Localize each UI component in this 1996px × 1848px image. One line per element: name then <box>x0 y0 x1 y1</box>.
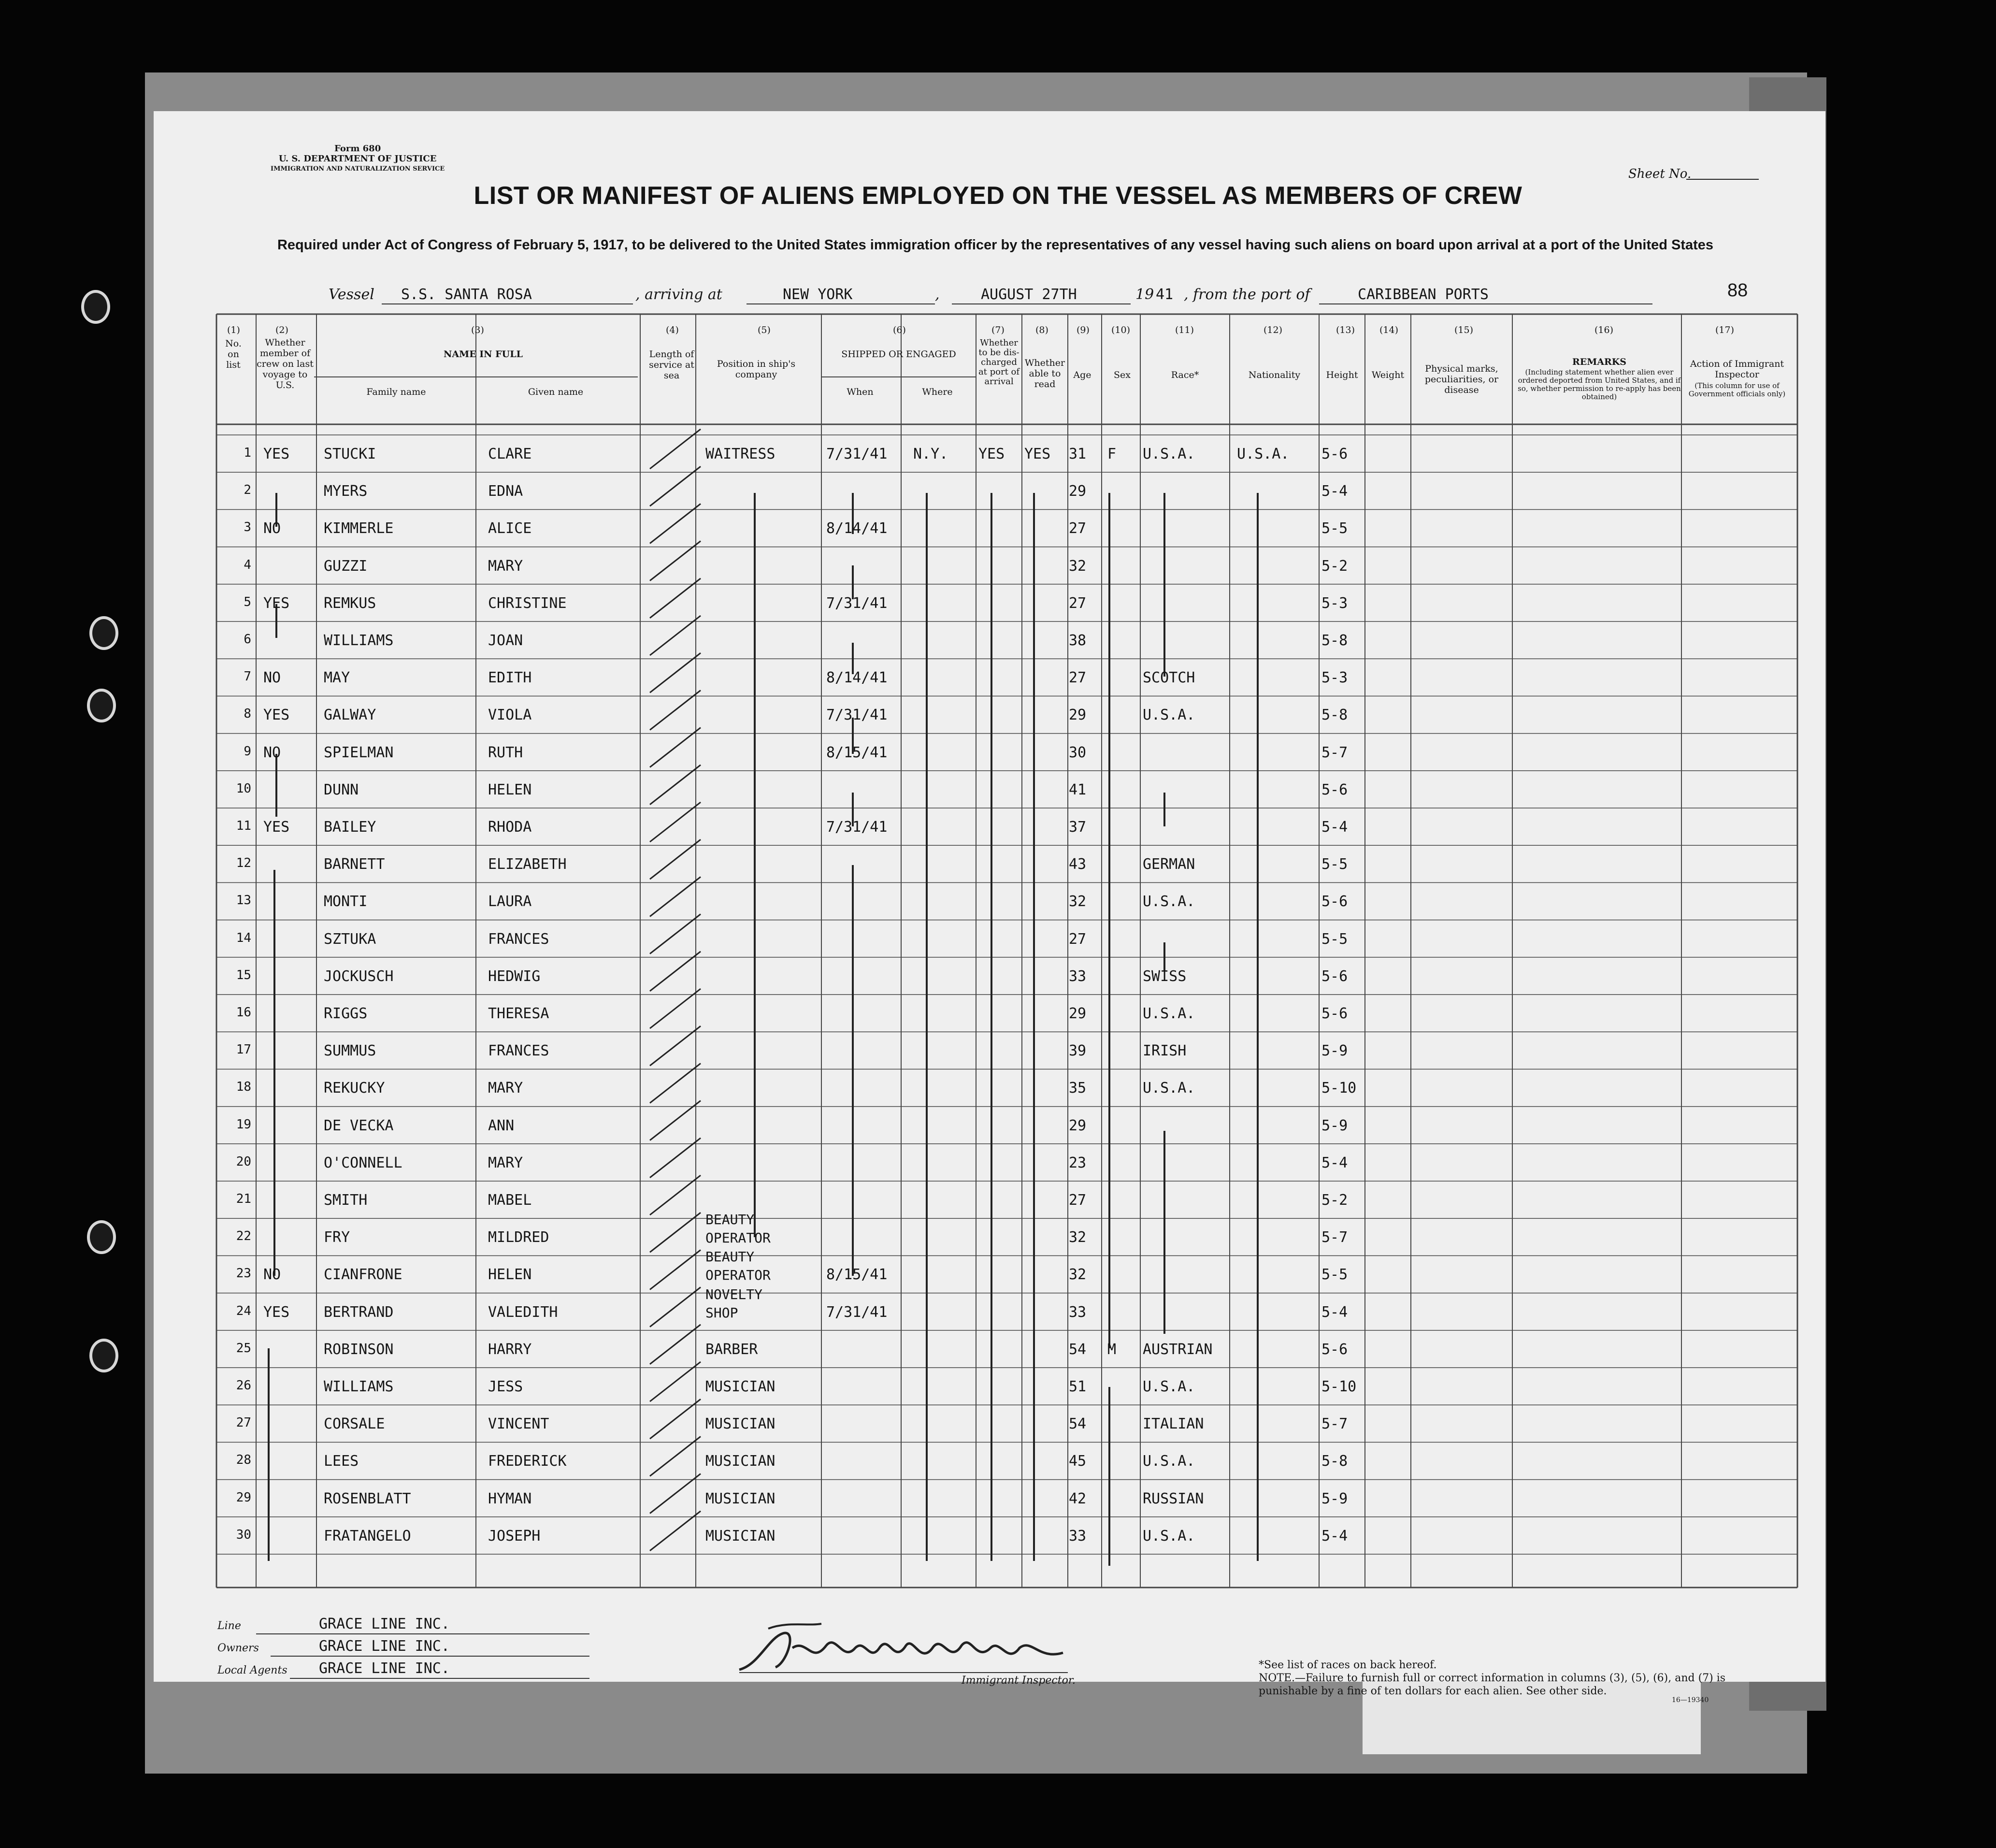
signature-line <box>739 1672 1068 1673</box>
footnote <box>1259 1659 1752 1698</box>
page-title: LIST OR MANIFEST OF ALIENS EMPLOYED ON THE VESSEL AS MEMBERS OF CREW <box>474 182 1522 210</box>
cell-height: 5-5 <box>1321 1266 1348 1284</box>
header-sex: Sex <box>1114 370 1131 380</box>
cell-family: O'CONNELL <box>324 1154 402 1171</box>
arrival-port: NEW YORK <box>783 286 853 303</box>
year-prefix: 19 <box>1135 286 1154 303</box>
cell-given: RHODA <box>488 819 532 836</box>
cell-position: BEAUTY OPERATOR <box>705 1249 771 1284</box>
cell-race: RUSSIAN <box>1143 1490 1204 1507</box>
cell-age: 33 <box>1069 967 1087 985</box>
header-able-to-read: Whether able to read <box>1024 358 1065 390</box>
column-number-14: (14) <box>1379 325 1399 335</box>
handwritten-sheet-number: 88 <box>1727 280 1748 301</box>
arrival-date: AUGUST 27TH <box>981 286 1077 303</box>
column-number-5: (5) <box>758 325 771 335</box>
column-number-1: (1) <box>227 325 240 335</box>
cell-height: 5-10 <box>1321 1378 1357 1395</box>
cell-sex: F <box>1107 446 1117 462</box>
cell-position: MUSICIAN <box>705 1527 775 1545</box>
header-age: Age <box>1073 370 1091 380</box>
cell-height: 5-6 <box>1321 1341 1348 1358</box>
cell-family: BERTRAND <box>324 1303 394 1321</box>
cell-height: 5-4 <box>1321 819 1348 836</box>
header-height: Height <box>1326 370 1358 380</box>
cell-given: MARY <box>488 1154 523 1171</box>
cell-last-voyage: YES <box>263 594 290 612</box>
cell-given: VINCENT <box>488 1415 549 1433</box>
cell-race: ITALIAN <box>1143 1415 1204 1433</box>
cell-age: 39 <box>1069 1042 1087 1060</box>
cell-height: 5-2 <box>1321 1192 1348 1209</box>
header-inspector-action: Action of Immigrant Inspector <box>1690 359 1784 380</box>
cell-family: SPIELMAN <box>324 744 394 761</box>
cell-height: 5-8 <box>1321 707 1348 724</box>
header-remarks: REMARKS <box>1572 357 1627 367</box>
cell-age: 27 <box>1069 594 1087 612</box>
cell-when: 7/31/41 <box>826 594 888 612</box>
cell-height: 5-6 <box>1321 893 1348 910</box>
agents-underline <box>290 1678 589 1679</box>
cell-family: CORSALE <box>324 1415 385 1433</box>
cell-no: 16 <box>236 1005 251 1020</box>
line-value: GRACE LINE INC. <box>319 1616 450 1632</box>
cell-age: 54 <box>1069 1415 1087 1433</box>
cell-no: 20 <box>236 1154 251 1169</box>
column-number-8: (8) <box>1035 325 1048 335</box>
cell-position: MUSICIAN <box>705 1490 775 1507</box>
cell-given: MABEL <box>488 1192 532 1209</box>
cell-given: MARY <box>488 557 523 575</box>
cell-no: 22 <box>236 1229 251 1244</box>
cell-height: 5-2 <box>1321 557 1348 575</box>
cell-race: U.S.A. <box>1143 707 1195 724</box>
cell-race: U.S.A. <box>1143 1453 1195 1470</box>
column-number-12: (12) <box>1264 325 1283 335</box>
header-physical-marks: Physical marks, peculiarities, or disease <box>1424 363 1499 395</box>
cell-race: U.S.A. <box>1143 446 1195 462</box>
cell-no: 25 <box>236 1341 251 1356</box>
header-race: Race* <box>1171 370 1199 380</box>
cell-height: 5-3 <box>1321 669 1348 687</box>
header-name-in-full: NAME IN FULL <box>444 349 523 360</box>
cell-family: WILLIAMS <box>324 632 394 649</box>
header-where: Where <box>922 387 953 397</box>
cell-family: FRATANGELO <box>324 1527 411 1545</box>
cell-height: 5-7 <box>1321 1229 1348 1246</box>
cell-age: 51 <box>1069 1378 1087 1395</box>
cell-given: FRANCES <box>488 930 549 948</box>
cell-family: LEES <box>324 1453 359 1470</box>
header-position: Position in ship's company <box>717 359 796 380</box>
cell-age: 29 <box>1069 483 1087 500</box>
departure-port: CARIBBEAN PORTS <box>1358 286 1489 303</box>
column-number-2: (2) <box>275 325 288 335</box>
cell-last-voyage: YES <box>263 707 290 724</box>
cell-age: 32 <box>1069 1229 1087 1246</box>
column-number-11: (11) <box>1175 325 1194 335</box>
cell-no: 28 <box>236 1453 251 1468</box>
cell-height: 5-6 <box>1321 446 1348 462</box>
header-no-on-list: No. on list <box>225 338 242 370</box>
cell-position: MUSICIAN <box>705 1415 775 1433</box>
column-number-7: (7) <box>991 325 1005 335</box>
cell-height: 5-8 <box>1321 632 1348 649</box>
line-label: Line <box>217 1620 241 1632</box>
cell-position: MUSICIAN <box>705 1453 775 1470</box>
cell-no: 30 <box>236 1527 251 1542</box>
cell-no: 23 <box>236 1266 251 1281</box>
cell-when: 8/15/41 <box>826 1266 888 1284</box>
column-number-10: (10) <box>1111 325 1131 335</box>
cell-height: 5-4 <box>1321 1527 1348 1545</box>
cell-family: BAILEY <box>324 819 376 836</box>
cell-given: ALICE <box>488 520 532 537</box>
cell-no: 5 <box>244 594 251 609</box>
agents-label: Local Agents <box>217 1664 287 1676</box>
cell-no: 11 <box>236 819 251 833</box>
cell-age: 30 <box>1069 744 1087 761</box>
cell-last-voyage: YES <box>263 1303 290 1321</box>
header-last-voyage: Whether member of crew on last voyage to U.S. <box>257 337 314 390</box>
header-nationality: Nationality <box>1248 370 1301 380</box>
cell-family: RIGGS <box>324 1005 368 1022</box>
cell-nationality: U.S.A. <box>1237 446 1290 462</box>
cell-race: SCOTCH <box>1143 669 1195 687</box>
cell-read: YES <box>1024 446 1051 462</box>
cell-age: 29 <box>1069 1117 1087 1134</box>
cell-age: 27 <box>1069 669 1087 687</box>
print-code: 16—19340 <box>1672 1696 1709 1704</box>
cell-given: JOSEPH <box>488 1527 541 1545</box>
cell-height: 5-9 <box>1321 1117 1348 1134</box>
column-number-4: (4) <box>666 325 679 335</box>
cell-last-voyage: NO <box>263 1266 281 1284</box>
header-when: When <box>847 387 874 397</box>
cell-given: JOAN <box>488 632 523 649</box>
races-note: *See list of races on back hereof. <box>1259 1659 1437 1671</box>
cell-age: 41 <box>1069 781 1087 798</box>
cell-last-voyage: YES <box>263 446 290 462</box>
cell-age: 27 <box>1069 930 1087 948</box>
line-underline <box>256 1633 589 1634</box>
cell-family: MONTI <box>324 893 368 910</box>
cell-given: FREDERICK <box>488 1453 567 1470</box>
header-shipped-or-engaged: SHIPPED OR ENGAGED <box>841 349 956 360</box>
cell-family: ROBINSON <box>324 1341 394 1358</box>
cell-no: 6 <box>244 632 251 647</box>
cell-height: 5-5 <box>1321 856 1348 873</box>
cell-age: 32 <box>1069 1266 1087 1284</box>
from-port-label: , from the port of <box>1184 286 1310 303</box>
cell-age: 54 <box>1069 1341 1087 1358</box>
cell-no: 19 <box>236 1117 251 1132</box>
cell-given: CHRISTINE <box>488 594 567 612</box>
cell-no: 1 <box>244 446 251 460</box>
cell-given: VIOLA <box>488 707 532 724</box>
cell-age: 27 <box>1069 1192 1087 1209</box>
cell-when: 8/14/41 <box>826 669 888 687</box>
column-number-3: (3) <box>471 325 484 335</box>
cell-race: U.S.A. <box>1143 1378 1195 1395</box>
cell-given: RUTH <box>488 744 523 761</box>
owners-underline <box>271 1656 589 1657</box>
cell-family: BARNETT <box>324 856 385 873</box>
cell-no: 7 <box>244 669 251 684</box>
cell-sex: M <box>1107 1341 1117 1358</box>
cell-age: 35 <box>1069 1080 1087 1097</box>
cell-when: 8/14/41 <box>826 520 888 537</box>
date-separator: , <box>935 286 940 303</box>
cell-family: REKUCKY <box>324 1080 385 1097</box>
cell-age: 42 <box>1069 1490 1087 1507</box>
cell-given: HYMAN <box>488 1490 532 1507</box>
cell-age: 32 <box>1069 893 1087 910</box>
cell-no: 4 <box>244 557 251 572</box>
year-suffix: 41 <box>1156 286 1174 303</box>
cell-age: 32 <box>1069 557 1087 575</box>
cell-no: 27 <box>236 1415 251 1430</box>
cell-height: 5-7 <box>1321 1415 1348 1433</box>
cell-when: 7/31/41 <box>826 446 888 462</box>
cell-height: 5-5 <box>1321 930 1348 948</box>
cell-given: JESS <box>488 1378 523 1395</box>
cell-given: FRANCES <box>488 1042 549 1060</box>
cell-family: CIANFRONE <box>324 1266 402 1284</box>
cell-no: 15 <box>236 967 251 982</box>
cell-height: 5-6 <box>1321 967 1348 985</box>
agents-value: GRACE LINE INC. <box>319 1660 450 1677</box>
cell-family: FRY <box>324 1229 350 1246</box>
cell-height: 5-6 <box>1321 1005 1348 1022</box>
header-given-name: Given name <box>528 387 584 397</box>
cell-family: GUZZI <box>324 557 368 575</box>
cell-age: 23 <box>1069 1154 1087 1171</box>
cell-family: SZTUKA <box>324 930 376 948</box>
cell-no: 13 <box>236 893 251 908</box>
cell-given: ELIZABETH <box>488 856 567 873</box>
cell-given: LAURA <box>488 893 532 910</box>
cell-family: MYERS <box>324 483 368 500</box>
cell-age: 37 <box>1069 819 1087 836</box>
column-number-9: (9) <box>1077 325 1090 335</box>
cell-position: BEAUTY OPERATOR <box>705 1212 771 1246</box>
cell-no: 12 <box>236 856 251 871</box>
cell-given: ANN <box>488 1117 515 1134</box>
cell-race: SWISS <box>1143 967 1187 985</box>
header-weight: Weight <box>1371 370 1405 380</box>
cell-discharged: YES <box>978 446 1005 462</box>
cell-last-voyage: NO <box>263 520 281 537</box>
cell-race: AUSTRIAN <box>1143 1341 1213 1358</box>
penalty-note: NOTE.—Failure to furnish full or correct information in columns (3), (5), (6), and (7) is punishable by a fine of ten dollars for each alien. See other side. <box>1259 1672 1726 1697</box>
cell-given: HELEN <box>488 1266 532 1284</box>
cell-height: 5-9 <box>1321 1042 1348 1060</box>
cell-where: N.Y. <box>913 446 948 462</box>
cell-race: U.S.A. <box>1143 1080 1195 1097</box>
cell-given: THERESA <box>488 1005 549 1022</box>
cell-given: HELEN <box>488 781 532 798</box>
cell-given: VALEDITH <box>488 1303 558 1321</box>
owners-value: GRACE LINE INC. <box>319 1638 450 1655</box>
cell-position: MUSICIAN <box>705 1378 775 1395</box>
cell-last-voyage: NO <box>263 744 281 761</box>
agency-service: IMMIGRATION AND NATURALIZATION SERVICE <box>271 165 445 173</box>
header-to-be-discharged: Whether to be dis-charged at port of arrival <box>978 338 1020 387</box>
cell-height: 5-7 <box>1321 744 1348 761</box>
cell-family: GALWAY <box>324 707 376 724</box>
cell-family: DUNN <box>324 781 359 798</box>
cell-given: HARRY <box>488 1341 532 1358</box>
cell-family: STUCKI <box>324 446 376 462</box>
cell-position: NOVELTY SHOP <box>705 1286 763 1321</box>
cell-age: 33 <box>1069 1527 1087 1545</box>
cell-no: 29 <box>236 1490 251 1505</box>
column-number-15: (15) <box>1454 325 1474 335</box>
cell-race: U.S.A. <box>1143 1005 1195 1022</box>
cell-when: 8/15/41 <box>826 744 888 761</box>
sheet-number-label: Sheet No. <box>1628 167 1692 181</box>
cell-no: 8 <box>244 707 251 722</box>
header-remarks-note: (Including statement whether alien ever ordered deported from United States, and if so, whether permission to re-apply has been obtained) <box>1518 368 1681 401</box>
cell-height: 5-6 <box>1321 781 1348 798</box>
cell-height: 5-5 <box>1321 520 1348 537</box>
cell-last-voyage: NO <box>263 669 281 687</box>
cell-family: WILLIAMS <box>324 1378 394 1395</box>
cell-family: SUMMUS <box>324 1042 376 1060</box>
cell-family: REMKUS <box>324 594 376 612</box>
cell-age: 29 <box>1069 707 1087 724</box>
cell-no: 24 <box>236 1303 251 1318</box>
cell-family: KIMMERLE <box>324 520 394 537</box>
column-number-17: (17) <box>1715 325 1735 335</box>
header-family-name: Family name <box>366 387 426 397</box>
column-number-13: (13) <box>1336 325 1355 335</box>
vessel-label: Vessel <box>329 286 374 303</box>
cell-height: 5-9 <box>1321 1490 1348 1507</box>
vessel-name: S.S. SANTA ROSA <box>401 286 532 303</box>
cell-when: 7/31/41 <box>826 819 888 836</box>
cell-when: 7/31/41 <box>826 707 888 724</box>
cell-height: 5-8 <box>1321 1453 1348 1470</box>
cell-race: IRISH <box>1143 1042 1187 1060</box>
cell-height: 5-4 <box>1321 1154 1348 1171</box>
cell-no: 21 <box>236 1192 251 1206</box>
cell-no: 17 <box>236 1042 251 1057</box>
cell-no: 14 <box>236 930 251 945</box>
cell-no: 9 <box>244 744 251 759</box>
cell-race: U.S.A. <box>1143 893 1195 910</box>
cell-no: 3 <box>244 520 251 535</box>
cell-age: 43 <box>1069 856 1087 873</box>
cell-no: 10 <box>236 781 251 796</box>
cell-family: JOCKUSCH <box>324 967 394 985</box>
cell-given: EDITH <box>488 669 532 687</box>
cell-family: MAY <box>324 669 350 687</box>
page-subtitle: Required under Act of Congress of February 5, 1917, to be delivered to the United States immigration officer by the representatives of any vessel having such aliens on board upon arrival at a port of the United States <box>277 237 1714 253</box>
cell-given: HEDWIG <box>488 967 541 985</box>
cell-last-voyage: YES <box>263 819 290 836</box>
form-number: Form 680 <box>334 144 381 154</box>
cell-family: DE VECKA <box>324 1117 394 1134</box>
cell-given: EDNA <box>488 483 523 500</box>
cell-height: 5-10 <box>1321 1080 1357 1097</box>
owners-label: Owners <box>217 1642 259 1654</box>
cell-no: 2 <box>244 483 251 498</box>
cell-age: 29 <box>1069 1005 1087 1022</box>
cell-when: 7/31/41 <box>826 1303 888 1321</box>
cell-height: 5-4 <box>1321 483 1348 500</box>
cell-position: WAITRESS <box>705 446 775 462</box>
cell-age: 45 <box>1069 1453 1087 1470</box>
cell-family: SMITH <box>324 1192 368 1209</box>
cell-race: U.S.A. <box>1143 1527 1195 1545</box>
arriving-label: , arriving at <box>635 286 722 303</box>
header-inspector-note: (This column for use of Government officials only) <box>1688 381 1786 398</box>
cell-race: GERMAN <box>1143 856 1195 873</box>
cell-given: MARY <box>488 1080 523 1097</box>
cell-family: ROSENBLATT <box>324 1490 411 1507</box>
cell-age: 33 <box>1069 1303 1087 1321</box>
cell-age: 38 <box>1069 632 1087 649</box>
cell-given: MILDRED <box>488 1229 549 1246</box>
cell-given: CLARE <box>488 446 532 462</box>
cell-height: 5-3 <box>1321 594 1348 612</box>
cell-no: 26 <box>236 1378 251 1393</box>
cell-height: 5-4 <box>1321 1303 1348 1321</box>
column-number-6: (6) <box>893 325 906 335</box>
header-length-of-service: Length of service at sea <box>649 349 694 381</box>
cell-no: 18 <box>236 1080 251 1095</box>
cell-position: BARBER <box>705 1341 758 1358</box>
column-number-16: (16) <box>1594 325 1614 335</box>
inspector-label: Immigrant Inspector. <box>962 1675 1076 1687</box>
agency-name: U. S. DEPARTMENT OF JUSTICE <box>278 154 437 164</box>
cell-age: 31 <box>1069 446 1087 462</box>
cell-age: 27 <box>1069 520 1087 537</box>
